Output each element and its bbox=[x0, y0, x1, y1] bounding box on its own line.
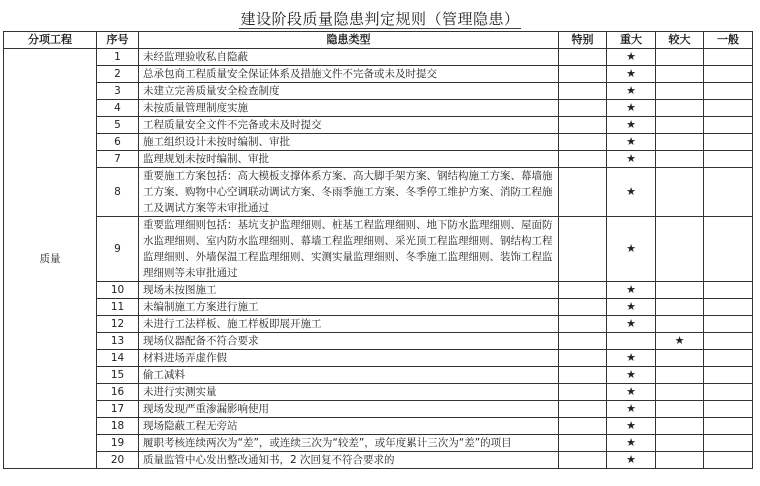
hazard-description: 质量监管中心发出整改通知书，2 次回复不符合要求的 bbox=[139, 452, 559, 469]
level-larger-cell bbox=[656, 282, 704, 299]
level-special-cell bbox=[559, 83, 607, 100]
header-no: 序号 bbox=[97, 32, 139, 49]
table-row bbox=[4, 282, 753, 299]
level-general-cell bbox=[704, 367, 753, 384]
level-major-cell bbox=[607, 49, 656, 66]
header-row bbox=[4, 32, 753, 49]
star-icon: ★ bbox=[626, 118, 636, 131]
hazard-description: 未进行实测实量 bbox=[139, 384, 559, 401]
hazard-description: 现场未按图施工 bbox=[139, 282, 559, 299]
level-general-cell bbox=[704, 435, 753, 452]
level-larger-cell bbox=[656, 168, 704, 217]
title-text: 建设阶段质量隐患判定规则（管理隐患） bbox=[240, 10, 520, 28]
table-row bbox=[4, 83, 753, 100]
level-larger-cell bbox=[656, 384, 704, 401]
level-special-cell bbox=[559, 367, 607, 384]
table-row bbox=[4, 401, 753, 418]
level-major-cell bbox=[607, 66, 656, 83]
table-row bbox=[4, 299, 753, 316]
row-number: 1 bbox=[97, 49, 139, 66]
row-number: 4 bbox=[97, 100, 139, 117]
level-general-cell bbox=[704, 384, 753, 401]
level-major-cell bbox=[607, 299, 656, 316]
header-special: 特别 bbox=[559, 32, 607, 49]
level-general-cell bbox=[704, 100, 753, 117]
header-major: 重大 bbox=[607, 32, 656, 49]
level-special-cell bbox=[559, 282, 607, 299]
level-larger-cell bbox=[656, 333, 704, 350]
hazard-description: 现场隐蔽工程无旁站 bbox=[139, 418, 559, 435]
star-icon: ★ bbox=[626, 317, 636, 330]
row-number: 12 bbox=[97, 316, 139, 333]
level-major-cell bbox=[607, 418, 656, 435]
level-larger-cell bbox=[656, 367, 704, 384]
star-icon: ★ bbox=[626, 368, 636, 381]
star-icon: ★ bbox=[626, 419, 636, 432]
level-larger-cell bbox=[656, 66, 704, 83]
row-number: 8 bbox=[97, 168, 139, 217]
level-special-cell bbox=[559, 316, 607, 333]
level-general-cell bbox=[704, 168, 753, 217]
level-special-cell bbox=[559, 66, 607, 83]
level-special-cell bbox=[559, 418, 607, 435]
row-number: 15 bbox=[97, 367, 139, 384]
star-icon: ★ bbox=[626, 135, 636, 148]
level-larger-cell bbox=[656, 83, 704, 100]
table-row bbox=[4, 217, 753, 282]
table-row bbox=[4, 117, 753, 134]
star-icon: ★ bbox=[674, 334, 685, 347]
table-row bbox=[4, 134, 753, 151]
table-row bbox=[4, 49, 753, 66]
table-row bbox=[4, 367, 753, 384]
level-major-cell bbox=[607, 134, 656, 151]
level-larger-cell bbox=[656, 452, 704, 469]
level-special-cell bbox=[559, 217, 607, 282]
level-general-cell bbox=[704, 350, 753, 367]
table-row bbox=[4, 316, 753, 333]
row-number: 7 bbox=[97, 151, 139, 168]
level-major-cell bbox=[607, 333, 656, 350]
level-special-cell bbox=[559, 384, 607, 401]
star-icon: ★ bbox=[626, 242, 636, 255]
level-major-cell bbox=[607, 384, 656, 401]
row-number: 19 bbox=[97, 435, 139, 452]
hazard-description: 施工组织设计未按时编制、审批 bbox=[139, 134, 559, 151]
level-general-cell bbox=[704, 66, 753, 83]
level-general-cell bbox=[704, 117, 753, 134]
table-row bbox=[4, 418, 753, 435]
table-row bbox=[4, 66, 753, 83]
row-number: 3 bbox=[97, 83, 139, 100]
star-icon: ★ bbox=[626, 84, 636, 97]
hazard-description: 总承包商工程质量安全保证体系及措施文件不完备或未及时提交 bbox=[139, 66, 559, 83]
star-icon: ★ bbox=[626, 436, 636, 449]
hazard-description: 现场仪器配备不符合要求 bbox=[139, 333, 559, 350]
level-general-cell bbox=[704, 299, 753, 316]
header-general: 一般 bbox=[704, 32, 753, 49]
star-icon: ★ bbox=[626, 402, 636, 415]
level-general-cell bbox=[704, 217, 753, 282]
table-row bbox=[4, 151, 753, 168]
table-row bbox=[4, 435, 753, 452]
level-special-cell bbox=[559, 299, 607, 316]
table-row bbox=[4, 100, 753, 117]
level-major-cell bbox=[607, 316, 656, 333]
row-number: 2 bbox=[97, 66, 139, 83]
table-row bbox=[4, 452, 753, 469]
hazard-description: 未经监理验收私自隐蔽 bbox=[139, 49, 559, 66]
level-larger-cell bbox=[656, 117, 704, 134]
level-larger-cell bbox=[656, 151, 704, 168]
level-special-cell bbox=[559, 100, 607, 117]
hazard-description: 未按质量管理制度实施 bbox=[139, 100, 559, 117]
table-row bbox=[4, 168, 753, 217]
level-general-cell bbox=[704, 333, 753, 350]
page-title bbox=[0, 8, 760, 29]
hazard-description: 未建立完善质量安全检查制度 bbox=[139, 83, 559, 100]
level-special-cell bbox=[559, 401, 607, 418]
level-special-cell bbox=[559, 350, 607, 367]
level-special-cell bbox=[559, 151, 607, 168]
star-icon: ★ bbox=[626, 50, 636, 63]
level-special-cell bbox=[559, 435, 607, 452]
level-larger-cell bbox=[656, 134, 704, 151]
header-larger: 较大 bbox=[656, 32, 704, 49]
level-special-cell bbox=[559, 452, 607, 469]
star-icon: ★ bbox=[626, 351, 636, 364]
level-major-cell bbox=[607, 100, 656, 117]
level-special-cell bbox=[559, 168, 607, 217]
level-special-cell bbox=[559, 117, 607, 134]
level-special-cell bbox=[559, 134, 607, 151]
level-major-cell bbox=[607, 452, 656, 469]
hazard-description: 未编制施工方案进行施工 bbox=[139, 299, 559, 316]
level-major-cell bbox=[607, 117, 656, 134]
star-icon: ★ bbox=[626, 185, 636, 198]
level-major-cell bbox=[607, 168, 656, 217]
level-larger-cell bbox=[656, 49, 704, 66]
star-icon: ★ bbox=[626, 283, 636, 296]
level-larger-cell bbox=[656, 316, 704, 333]
level-major-cell bbox=[607, 350, 656, 367]
star-icon: ★ bbox=[626, 385, 636, 398]
level-general-cell bbox=[704, 418, 753, 435]
level-larger-cell bbox=[656, 100, 704, 117]
hazard-description: 现场发现严重渗漏影响使用 bbox=[139, 401, 559, 418]
row-number: 17 bbox=[97, 401, 139, 418]
level-general-cell bbox=[704, 401, 753, 418]
category-cell: 质量 bbox=[4, 49, 97, 469]
level-general-cell bbox=[704, 83, 753, 100]
hazard-description: 履职考核连续两次为“差”，或连续三次为“较差”，或年度累计三次为“差”的项目 bbox=[139, 435, 559, 452]
level-major-cell bbox=[607, 217, 656, 282]
row-number: 20 bbox=[97, 452, 139, 469]
row-number: 9 bbox=[97, 217, 139, 282]
star-icon: ★ bbox=[626, 152, 636, 165]
row-number: 16 bbox=[97, 384, 139, 401]
level-major-cell bbox=[607, 401, 656, 418]
level-general-cell bbox=[704, 452, 753, 469]
level-major-cell bbox=[607, 151, 656, 168]
level-general-cell bbox=[704, 134, 753, 151]
level-general-cell bbox=[704, 282, 753, 299]
hazard-description: 监理规划未按时编制、审批 bbox=[139, 151, 559, 168]
level-major-cell bbox=[607, 367, 656, 384]
star-icon: ★ bbox=[626, 453, 636, 466]
row-number: 10 bbox=[97, 282, 139, 299]
row-number: 14 bbox=[97, 350, 139, 367]
hazard-description: 工程质量安全文件不完备或未及时提交 bbox=[139, 117, 559, 134]
row-number: 18 bbox=[97, 418, 139, 435]
table-row bbox=[4, 333, 753, 350]
star-icon: ★ bbox=[626, 300, 636, 313]
row-number: 5 bbox=[97, 117, 139, 134]
hazard-description: 偷工减料 bbox=[139, 367, 559, 384]
level-major-cell bbox=[607, 282, 656, 299]
level-special-cell bbox=[559, 49, 607, 66]
hazard-description: 材料进场弄虚作假 bbox=[139, 350, 559, 367]
level-larger-cell bbox=[656, 435, 704, 452]
table-row bbox=[4, 350, 753, 367]
table-row bbox=[4, 384, 753, 401]
level-larger-cell bbox=[656, 401, 704, 418]
level-general-cell bbox=[704, 49, 753, 66]
hazard-rules-table bbox=[3, 31, 753, 469]
hazard-description: 重要施工方案包括：高大模板支撑体系方案、高大脚手架方案、钢结构施工方案、幕墙施工方案、购物中心空调联动调试方案、冬雨季施工方案、冬季停工维护方案、消防工程施工及调试方案等未审批通过 bbox=[139, 168, 559, 217]
header-category: 分项工程 bbox=[4, 32, 97, 49]
row-number: 13 bbox=[97, 333, 139, 350]
level-major-cell bbox=[607, 83, 656, 100]
level-larger-cell bbox=[656, 217, 704, 282]
level-special-cell bbox=[559, 333, 607, 350]
row-number: 6 bbox=[97, 134, 139, 151]
level-major-cell bbox=[607, 435, 656, 452]
star-icon: ★ bbox=[626, 101, 636, 114]
level-general-cell bbox=[704, 151, 753, 168]
hazard-description: 未进行工法样板、施工样板即展开施工 bbox=[139, 316, 559, 333]
level-larger-cell bbox=[656, 299, 704, 316]
level-larger-cell bbox=[656, 350, 704, 367]
header-type: 隐患类型 bbox=[139, 32, 559, 49]
row-number: 11 bbox=[97, 299, 139, 316]
level-general-cell bbox=[704, 316, 753, 333]
hazard-description: 重要监理细则包括：基坑支护监理细则、桩基工程监理细则、地下防水监理细则、屋面防水监理细则、室内防水监理细则、幕墙工程监理细则、采光顶工程监理细则、钢结构工程监理细则、外墙保温工程监理细则、实测实量监理细则、冬季施工监理细则、装饰工程监理细则等未审批通过 bbox=[139, 217, 559, 282]
level-larger-cell bbox=[656, 418, 704, 435]
star-icon: ★ bbox=[626, 67, 636, 80]
